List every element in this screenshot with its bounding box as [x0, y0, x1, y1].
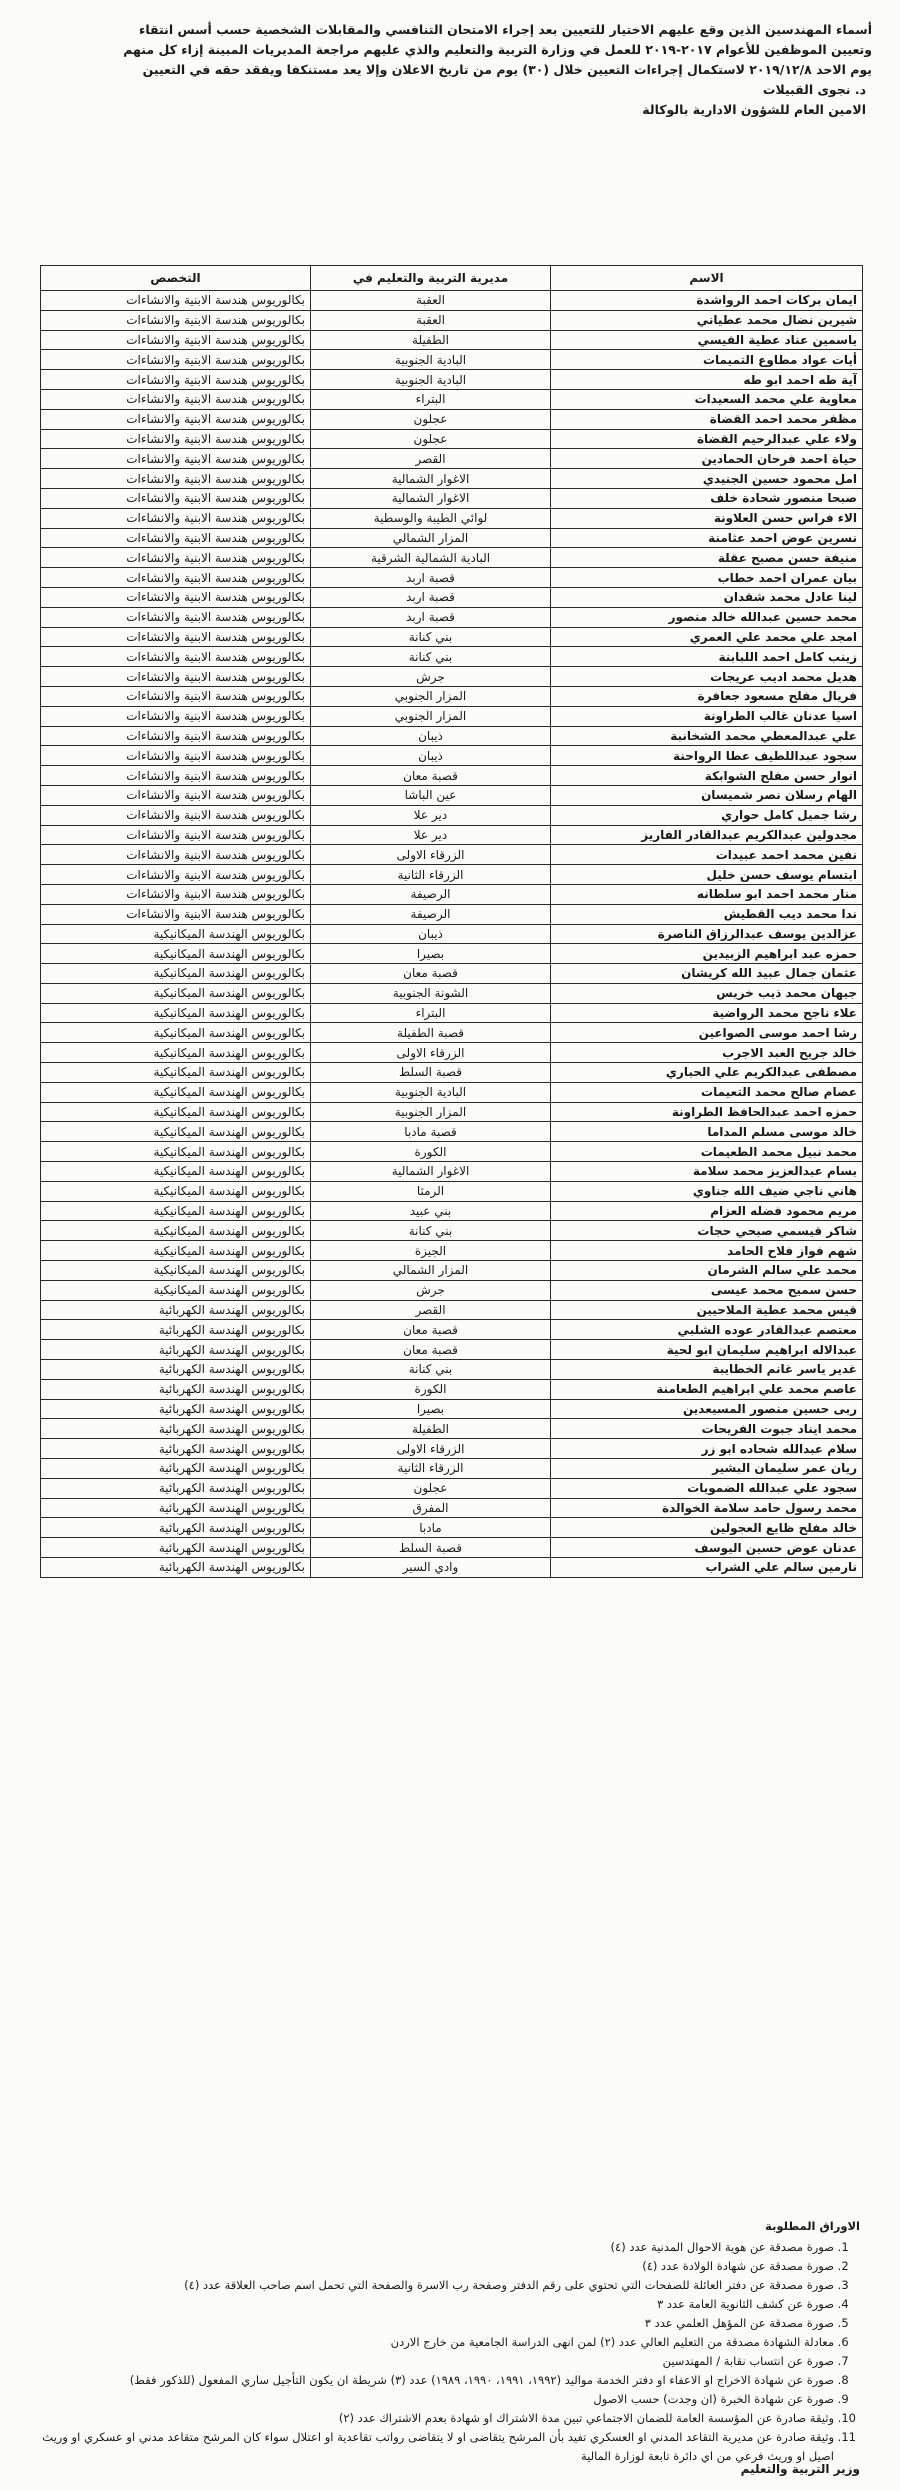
announcement-header [28, 20, 872, 120]
cell-name: علاء ناجح محمد الرواضية [551, 1003, 863, 1023]
cell-directorate: الشونة الجنوبية [311, 983, 551, 1003]
cell-specialty: بكالوريوس الهندسة الميكانيكية [41, 1261, 311, 1281]
table-row [41, 944, 863, 964]
cell-specialty: بكالوريوس هندسة الابنية والانشاءات [41, 785, 311, 805]
table-body [41, 291, 863, 1578]
cell-specialty: بكالوريوس الهندسة الميكانيكية [41, 1162, 311, 1182]
cell-name: عزالدين يوسف عبدالرزاق الناصرة [551, 924, 863, 944]
cell-specialty: بكالوريوس هندسة الابنية والانشاءات [41, 627, 311, 647]
cell-specialty: بكالوريوس الهندسة الميكانيكية [41, 1142, 311, 1162]
cell-name: ايمان بركات احمد الرواشدة [551, 291, 863, 311]
cell-name: سلام عبدالله شحاده ابو زر [551, 1439, 863, 1459]
cell-directorate: وادي السير [311, 1558, 551, 1578]
cell-name: غدير ياسر غانم الخطايبة [551, 1360, 863, 1380]
table-row [41, 587, 863, 607]
cell-name: منار محمد احمد ابو سلطانه [551, 884, 863, 904]
required-document-item: 4. صورة عن كشف الثانوية العامة عدد ٣ [30, 2295, 834, 2314]
cell-directorate: الرصيفة [311, 904, 551, 924]
table-row [41, 291, 863, 311]
required-documents [30, 2217, 860, 2466]
cell-name: فريال مفلح مسعود جعافرة [551, 686, 863, 706]
cell-directorate: ذيبان [311, 726, 551, 746]
cell-directorate: بني كنانة [311, 1360, 551, 1380]
required-document-item: 10. وثيقة صادرة عن المؤسسة العامة للضمان الاجتماعي تبين مدة الاشتراك او شهادة بعدم الاشتراك عدد (٢) [30, 2409, 834, 2428]
cell-specialty: بكالوريوس هندسة الابنية والانشاءات [41, 528, 311, 548]
cell-directorate: البادية الجنوبية [311, 370, 551, 390]
cell-directorate: المزار الشمالي [311, 528, 551, 548]
cell-name: حمزه احمد عبدالحافظ الطراونة [551, 1102, 863, 1122]
required-document-item: 11. وثيقة صادرة عن مديرية التقاعد المدني او العسكري تفيد بأن المرشح يتقاضى او لا يتقاضى رواتب تقاعدية او اعتلال سواء كان المرشح متقاعد مدني او عسكري او وريث اصيل او وريث فرعي من اي دائرة تابعة لوزارة المالية [30, 2428, 834, 2466]
cell-specialty: بكالوريوس الهندسة الكهربائية [41, 1419, 311, 1439]
cell-specialty: بكالوريوس الهندسة الميكانيكية [41, 924, 311, 944]
cell-name: سجود علي عبدالله الضمويات [551, 1478, 863, 1498]
cell-specialty: بكالوريوس هندسة الابنية والانشاءات [41, 587, 311, 607]
table-row [41, 528, 863, 548]
announcement-line: يوم الاحد ٢٠١٩/١٢/٨ لاستكمال إجراءات التعيين خلال (٣٠) يوم من تاريخ الاعلان وإلا يعد مستنكفا ويفقد حقه في التعيين [142, 62, 872, 77]
cell-specialty: بكالوريوس هندسة الابنية والانشاءات [41, 488, 311, 508]
cell-name: امجد علي محمد علي العمري [551, 627, 863, 647]
table-row [41, 686, 863, 706]
cell-specialty: بكالوريوس هندسة الابنية والانشاءات [41, 884, 311, 904]
cell-name: نسرين عوض احمد عثامنة [551, 528, 863, 548]
cell-name: سجود عبداللطيف عطا الرواحنة [551, 746, 863, 766]
cell-specialty: بكالوريوس هندسة الابنية والانشاءات [41, 865, 311, 885]
cell-directorate: قصبة الطفيلة [311, 1023, 551, 1043]
cell-specialty: بكالوريوس الهندسة الكهربائية [41, 1379, 311, 1399]
cell-directorate: دير علا [311, 805, 551, 825]
table-row [41, 370, 863, 390]
table-row [41, 1201, 863, 1221]
announcement-line: أسماء المهندسين الذين وقع عليهم الاختيار للتعيين بعد إجراء الامتحان التنافسي والمقابلات الشخصية حسب أسس انتقاء [138, 22, 872, 37]
cell-directorate: الرمثا [311, 1181, 551, 1201]
table-row [41, 766, 863, 786]
cell-specialty: بكالوريوس هندسة الابنية والانشاءات [41, 310, 311, 330]
signer-name: د. نجوى القبيلات [762, 82, 866, 97]
cell-name: لينا عادل محمد شقدان [551, 587, 863, 607]
cell-specialty: بكالوريوس الهندسة الكهربائية [41, 1459, 311, 1479]
required-document-item: 6. معادلة الشهادة مصدقة من التعليم العالي عدد (٢) لمن انهى الدراسة الجامعية من خارج الاردن [30, 2333, 834, 2352]
column-header-specialty: التخصص [41, 266, 311, 291]
cell-name: مريم محمود فضله العزام [551, 1201, 863, 1221]
table-row [41, 884, 863, 904]
cell-directorate: قصبة السلط [311, 1538, 551, 1558]
cell-specialty: بكالوريوس هندسة الابنية والانشاءات [41, 607, 311, 627]
cell-name: نارمين سالم علي الشراب [551, 1558, 863, 1578]
cell-directorate: قصبة معان [311, 1340, 551, 1360]
cell-name: هديل محمد اديب عريجات [551, 667, 863, 687]
cell-name: الاء فراس حسن العلاونة [551, 508, 863, 528]
cell-directorate: الرصيفة [311, 884, 551, 904]
table-row [41, 350, 863, 370]
table-row [41, 1181, 863, 1201]
table-row [41, 1538, 863, 1558]
cell-directorate: العقبة [311, 310, 551, 330]
cell-name: خالد مفلح ظايع العجولين [551, 1518, 863, 1538]
cell-specialty: بكالوريوس هندسة الابنية والانشاءات [41, 389, 311, 409]
table-row [41, 1221, 863, 1241]
table-row [41, 1142, 863, 1162]
table-row [41, 389, 863, 409]
cell-specialty: بكالوريوس هندسة الابنية والانشاءات [41, 291, 311, 311]
cell-specialty: بكالوريوس هندسة الابنية والانشاءات [41, 686, 311, 706]
cell-directorate: المزار الشمالي [311, 1261, 551, 1281]
cell-directorate: دير علا [311, 825, 551, 845]
table-row [41, 429, 863, 449]
cell-specialty: بكالوريوس هندسة الابنية والانشاءات [41, 370, 311, 390]
cell-name: مجدولين عبدالكريم عبدالقادر الفاريز [551, 825, 863, 845]
cell-specialty: بكالوريوس هندسة الابنية والانشاءات [41, 508, 311, 528]
cell-name: معاوية علي محمد السعيدات [551, 389, 863, 409]
table-row [41, 1300, 863, 1320]
cell-specialty: بكالوريوس الهندسة الكهربائية [41, 1478, 311, 1498]
cell-name: عبدالاله ابراهيم سليمان ابو لحية [551, 1340, 863, 1360]
cell-name: امل محمود حسين الجنيدي [551, 469, 863, 489]
cell-specialty: بكالوريوس الهندسة الميكانيكية [41, 1280, 311, 1300]
cell-specialty: بكالوريوس هندسة الابنية والانشاءات [41, 350, 311, 370]
table-row [41, 469, 863, 489]
cell-directorate: الطفيلة [311, 330, 551, 350]
cell-name: رشا جميل كامل حواري [551, 805, 863, 825]
cell-name: محمد ايناد جبوت الفريحات [551, 1419, 863, 1439]
cell-name: نفين محمد احمد عبيدات [551, 845, 863, 865]
required-document-item: 7. صورة عن انتساب نقابة / المهندسين [30, 2352, 834, 2371]
cell-directorate: مادبا [311, 1518, 551, 1538]
cell-name: بيان عمران احمد خطاب [551, 568, 863, 588]
cell-name: محمد حسين عبدالله خالد منصور [551, 607, 863, 627]
cell-specialty: بكالوريوس الهندسة الميكانيكية [41, 1181, 311, 1201]
cell-specialty: بكالوريوس هندسة الابنية والانشاءات [41, 825, 311, 845]
table-row [41, 310, 863, 330]
table-row [41, 1399, 863, 1419]
cell-directorate: المزار الجنوبية [311, 1102, 551, 1122]
cell-name: محمد نبيل محمد الطعيمات [551, 1142, 863, 1162]
cell-directorate: المفرق [311, 1498, 551, 1518]
cell-name: الهام رسلان نصر شميسان [551, 785, 863, 805]
table-row [41, 1102, 863, 1122]
table-row [41, 1082, 863, 1102]
cell-directorate: الاغوار الشمالية [311, 469, 551, 489]
cell-directorate: المزار الجنوبي [311, 686, 551, 706]
required-document-item: 3. صورة مصدقة عن دفتر العائلة للصفحات التي تحتوي على رقم الدفتر وصفحة رب الاسرة والصفحة التي تحمل اسم صاحب العلاقة عدد (٤) [30, 2276, 834, 2295]
table-row [41, 508, 863, 528]
appointees-table [40, 265, 863, 1578]
table-row [41, 1241, 863, 1261]
cell-specialty: بكالوريوس هندسة الابنية والانشاءات [41, 469, 311, 489]
table-row [41, 1280, 863, 1300]
cell-directorate: بني عبيد [311, 1201, 551, 1221]
cell-name: شاكر قيسمي صبحي حجات [551, 1221, 863, 1241]
cell-directorate: القصر [311, 1300, 551, 1320]
table-row [41, 785, 863, 805]
cell-specialty: بكالوريوس الهندسة الكهربائية [41, 1399, 311, 1419]
cell-specialty: بكالوريوس هندسة الابنية والانشاءات [41, 449, 311, 469]
cell-name: مصطفى عبدالكريم علي الحباري [551, 1063, 863, 1083]
cell-directorate: قصبة اربد [311, 587, 551, 607]
cell-specialty: بكالوريوس هندسة الابنية والانشاءات [41, 805, 311, 825]
cell-specialty: بكالوريوس هندسة الابنية والانشاءات [41, 726, 311, 746]
cell-name: خالد جريح العبد الاجرب [551, 1043, 863, 1063]
cell-directorate: جرش [311, 667, 551, 687]
cell-directorate: الاغوار الشمالية [311, 488, 551, 508]
cell-specialty: بكالوريوس الهندسة الميكانيكية [41, 1201, 311, 1221]
cell-name: بسام عبدالعزيز محمد سلامة [551, 1162, 863, 1182]
cell-name: اسيا عدنان غالب الطراونة [551, 706, 863, 726]
cell-name: معتصم عبدالقادر عوده الشلبي [551, 1320, 863, 1340]
table-row [41, 1023, 863, 1043]
cell-name: حسن سميح محمد عيسى [551, 1280, 863, 1300]
cell-specialty: بكالوريوس الهندسة الميكانيكية [41, 1221, 311, 1241]
column-header-directorate: مديرية التربية والتعليم في [311, 266, 551, 291]
table-row [41, 449, 863, 469]
cell-directorate: عجلون [311, 409, 551, 429]
cell-directorate: بني كنانة [311, 647, 551, 667]
required-document-item: 5. صورة مصدقة عن المؤهل العلمي عدد ٣ [30, 2314, 834, 2333]
cell-name: عثمان جمال عبيد الله كريشان [551, 964, 863, 984]
cell-directorate: البتراء [311, 389, 551, 409]
table-row [41, 1261, 863, 1281]
cell-specialty: بكالوريوس الهندسة الميكانيكية [41, 1043, 311, 1063]
cell-name: محمد رسول حامد سلامة الخوالدة [551, 1498, 863, 1518]
table-row [41, 1122, 863, 1142]
cell-directorate: الزرقاء الثانية [311, 865, 551, 885]
table-row [41, 746, 863, 766]
cell-name: انوار حسن مفلح الشوابكة [551, 766, 863, 786]
table-row [41, 647, 863, 667]
table-row [41, 845, 863, 865]
required-document-item: 9. صورة عن شهادة الخبرة (ان وجدت) حسب الاصول [30, 2390, 834, 2409]
cell-directorate: بصيرا [311, 944, 551, 964]
cell-specialty: بكالوريوس الهندسة الميكانيكية [41, 1003, 311, 1023]
table-row [41, 1360, 863, 1380]
cell-name: آية طه احمد ابو طه [551, 370, 863, 390]
cell-specialty: بكالوريوس هندسة الابنية والانشاءات [41, 667, 311, 687]
table-row [41, 865, 863, 885]
cell-directorate: قصبة معان [311, 1320, 551, 1340]
table-row [41, 1419, 863, 1439]
cell-directorate: القصر [311, 449, 551, 469]
cell-specialty: بكالوريوس الهندسة الميكانيكية [41, 1241, 311, 1261]
cell-name: منيفة حسن مصبح عقلة [551, 548, 863, 568]
cell-specialty: بكالوريوس الهندسة الميكانيكية [41, 983, 311, 1003]
cell-name: ولاء علي عبدالرحيم القضاة [551, 429, 863, 449]
required-documents-title: الاوراق المطلوبة [765, 2219, 860, 2233]
table-row [41, 726, 863, 746]
cell-name: مظفر محمد احمد القضاة [551, 409, 863, 429]
required-document-item: 2. صورة مصدقة عن شهادة الولادة عدد (٤) [30, 2257, 834, 2276]
cell-directorate: الكورة [311, 1379, 551, 1399]
cell-specialty: بكالوريوس هندسة الابنية والانشاءات [41, 904, 311, 924]
table-row [41, 1459, 863, 1479]
cell-name: عاصم محمد علي ابراهيم الطعامنة [551, 1379, 863, 1399]
cell-specialty: بكالوريوس هندسة الابنية والانشاءات [41, 706, 311, 726]
table-row [41, 1003, 863, 1023]
table-row [41, 627, 863, 647]
table-row [41, 607, 863, 627]
cell-directorate: الكورة [311, 1142, 551, 1162]
cell-name: ندا محمد ديب القطيش [551, 904, 863, 924]
cell-name: قيس محمد عطية الملاحيين [551, 1300, 863, 1320]
cell-specialty: بكالوريوس الهندسة الميكانيكية [41, 1063, 311, 1083]
cell-directorate: عجلون [311, 1478, 551, 1498]
table-row [41, 1063, 863, 1083]
cell-name: عدنان عوض حسين اليوسف [551, 1538, 863, 1558]
cell-specialty: بكالوريوس الهندسة الميكانيكية [41, 964, 311, 984]
cell-directorate: الزرقاء الاولى [311, 1439, 551, 1459]
cell-specialty: بكالوريوس هندسة الابنية والانشاءات [41, 746, 311, 766]
cell-directorate: قصبة مادبا [311, 1122, 551, 1142]
table-row [41, 825, 863, 845]
announcement-line: وتعيين الموظفين للأعوام ٢٠١٧-٢٠١٩ للعمل في وزارة التربية والتعليم والذي عليهم مراجعة المديريات المبينة إزاء كل منهم [123, 42, 872, 57]
cell-specialty: بكالوريوس الهندسة الميكانيكية [41, 944, 311, 964]
cell-directorate: البتراء [311, 1003, 551, 1023]
cell-directorate: ذيبان [311, 924, 551, 944]
cell-directorate: البادية الجنوبية [311, 350, 551, 370]
table-row [41, 1379, 863, 1399]
cell-directorate: البادية الشمالية الشرقية [311, 548, 551, 568]
cell-name: أيات عواد مطاوع التميمات [551, 350, 863, 370]
required-document-item: 8. صورة عن شهادة الاخراج او الاعفاء او دفتر الخدمة مواليد (١٩٩٢، ١٩٩١، ١٩٩٠، ١٩٨٩) عدد (٣) شريطة ان يكون التأجيل ساري المفعول (للذكور فقط) [30, 2371, 834, 2390]
table-header-row [41, 266, 863, 291]
table-row [41, 964, 863, 984]
cell-specialty: بكالوريوس الهندسة الكهربائية [41, 1538, 311, 1558]
cell-directorate: عجلون [311, 429, 551, 449]
cell-name: علي عبدالمعطي محمد الشخانبة [551, 726, 863, 746]
cell-specialty: بكالوريوس هندسة الابنية والانشاءات [41, 330, 311, 350]
minister-signature: وزير التربية والتعليم [740, 2462, 860, 2476]
cell-name: رشا احمد موسى الصواعين [551, 1023, 863, 1043]
cell-directorate: الجيزة [311, 1241, 551, 1261]
table-row [41, 568, 863, 588]
required-documents-list [30, 2238, 846, 2466]
cell-directorate: الزرقاء الاولى [311, 845, 551, 865]
cell-name: ياسمين عناد عطية القيسي [551, 330, 863, 350]
table-row [41, 1340, 863, 1360]
cell-directorate: جرش [311, 1280, 551, 1300]
cell-specialty: بكالوريوس هندسة الابنية والانشاءات [41, 766, 311, 786]
cell-specialty: بكالوريوس هندسة الابنية والانشاءات [41, 647, 311, 667]
cell-specialty: بكالوريوس الهندسة الكهربائية [41, 1320, 311, 1340]
cell-name: صبحا منصور شحادة خلف [551, 488, 863, 508]
cell-specialty: بكالوريوس الهندسة الكهربائية [41, 1518, 311, 1538]
table-row [41, 983, 863, 1003]
cell-name: خالد موسى مسلم المداما [551, 1122, 863, 1142]
cell-directorate: الطفيلة [311, 1419, 551, 1439]
table-row [41, 1478, 863, 1498]
cell-directorate: الزرقاء الثانية [311, 1459, 551, 1479]
cell-name: محمد علي سالم الشرمان [551, 1261, 863, 1281]
table-row [41, 1558, 863, 1578]
cell-directorate: الزرقاء الاولى [311, 1043, 551, 1063]
table-row [41, 1498, 863, 1518]
cell-directorate: قصبة السلط [311, 1063, 551, 1083]
table-row [41, 805, 863, 825]
cell-specialty: بكالوريوس هندسة الابنية والانشاءات [41, 548, 311, 568]
cell-name: ربى حسين منصور المسيعدين [551, 1399, 863, 1419]
cell-directorate: البادية الجنوبية [311, 1082, 551, 1102]
cell-directorate: قصبة معان [311, 766, 551, 786]
required-document-item: 1. صورة مصدقة عن هوية الاحوال المدنية عدد (٤) [30, 2238, 834, 2257]
cell-specialty: بكالوريوس هندسة الابنية والانشاءات [41, 568, 311, 588]
cell-name: عصام صالح محمد التعيمات [551, 1082, 863, 1102]
cell-directorate: العقبة [311, 291, 551, 311]
cell-name: هاني ناجي ضيف الله جناوي [551, 1181, 863, 1201]
cell-name: زينب كامل احمد اللبابنة [551, 647, 863, 667]
cell-directorate: الاغوار الشمالية [311, 1162, 551, 1182]
table-row [41, 706, 863, 726]
cell-name: شهم فواز فلاح الحامد [551, 1241, 863, 1261]
cell-specialty: بكالوريوس الهندسة الكهربائية [41, 1439, 311, 1459]
table-row [41, 409, 863, 429]
table-row [41, 548, 863, 568]
cell-specialty: بكالوريوس الهندسة الكهربائية [41, 1340, 311, 1360]
cell-directorate: قصبة اربد [311, 607, 551, 627]
cell-specialty: بكالوريوس الهندسة الميكانيكية [41, 1023, 311, 1043]
cell-directorate: بصيرا [311, 1399, 551, 1419]
cell-name: جيهان محمد ذيب خريس [551, 983, 863, 1003]
cell-name: ريان عمر سليمان البشير [551, 1459, 863, 1479]
table-row [41, 1043, 863, 1063]
cell-directorate: قصبة اربد [311, 568, 551, 588]
cell-directorate: ذيبان [311, 746, 551, 766]
cell-directorate: قصبة معان [311, 964, 551, 984]
cell-directorate: المزار الجنوبي [311, 706, 551, 726]
table-row [41, 1162, 863, 1182]
cell-specialty: بكالوريوس الهندسة الكهربائية [41, 1498, 311, 1518]
cell-name: شيرين نضال محمد عطياني [551, 310, 863, 330]
signer-title: الامين العام للشؤون الادارية بالوكالة [642, 102, 866, 117]
table-row [41, 488, 863, 508]
table-row [41, 1320, 863, 1340]
cell-specialty: بكالوريوس الهندسة الميكانيكية [41, 1102, 311, 1122]
cell-specialty: بكالوريوس هندسة الابنية والانشاءات [41, 429, 311, 449]
cell-directorate: عين الباشا [311, 785, 551, 805]
table-row [41, 1439, 863, 1459]
cell-specialty: بكالوريوس الهندسة الميكانيكية [41, 1082, 311, 1102]
cell-directorate: بني كنانة [311, 627, 551, 647]
table-row [41, 330, 863, 350]
cell-name: حمزه عبد ابراهيم الزبيدين [551, 944, 863, 964]
cell-directorate: بني كنانة [311, 1221, 551, 1241]
table-row [41, 904, 863, 924]
column-header-name: الاسم [551, 266, 863, 291]
cell-directorate: لوائي الطيبة والوسطية [311, 508, 551, 528]
cell-specialty: بكالوريوس هندسة الابنية والانشاءات [41, 409, 311, 429]
table-row [41, 924, 863, 944]
cell-specialty: بكالوريوس الهندسة الكهربائية [41, 1300, 311, 1320]
cell-name: ابتسام يوسف حسن خليل [551, 865, 863, 885]
cell-specialty: بكالوريوس الهندسة الميكانيكية [41, 1122, 311, 1142]
cell-name: حياة احمد فرحان الحمادين [551, 449, 863, 469]
cell-specialty: بكالوريوس الهندسة الكهربائية [41, 1360, 311, 1380]
cell-specialty: بكالوريوس هندسة الابنية والانشاءات [41, 845, 311, 865]
cell-specialty: بكالوريوس الهندسة الكهربائية [41, 1558, 311, 1578]
table-row [41, 667, 863, 687]
table-row [41, 1518, 863, 1538]
